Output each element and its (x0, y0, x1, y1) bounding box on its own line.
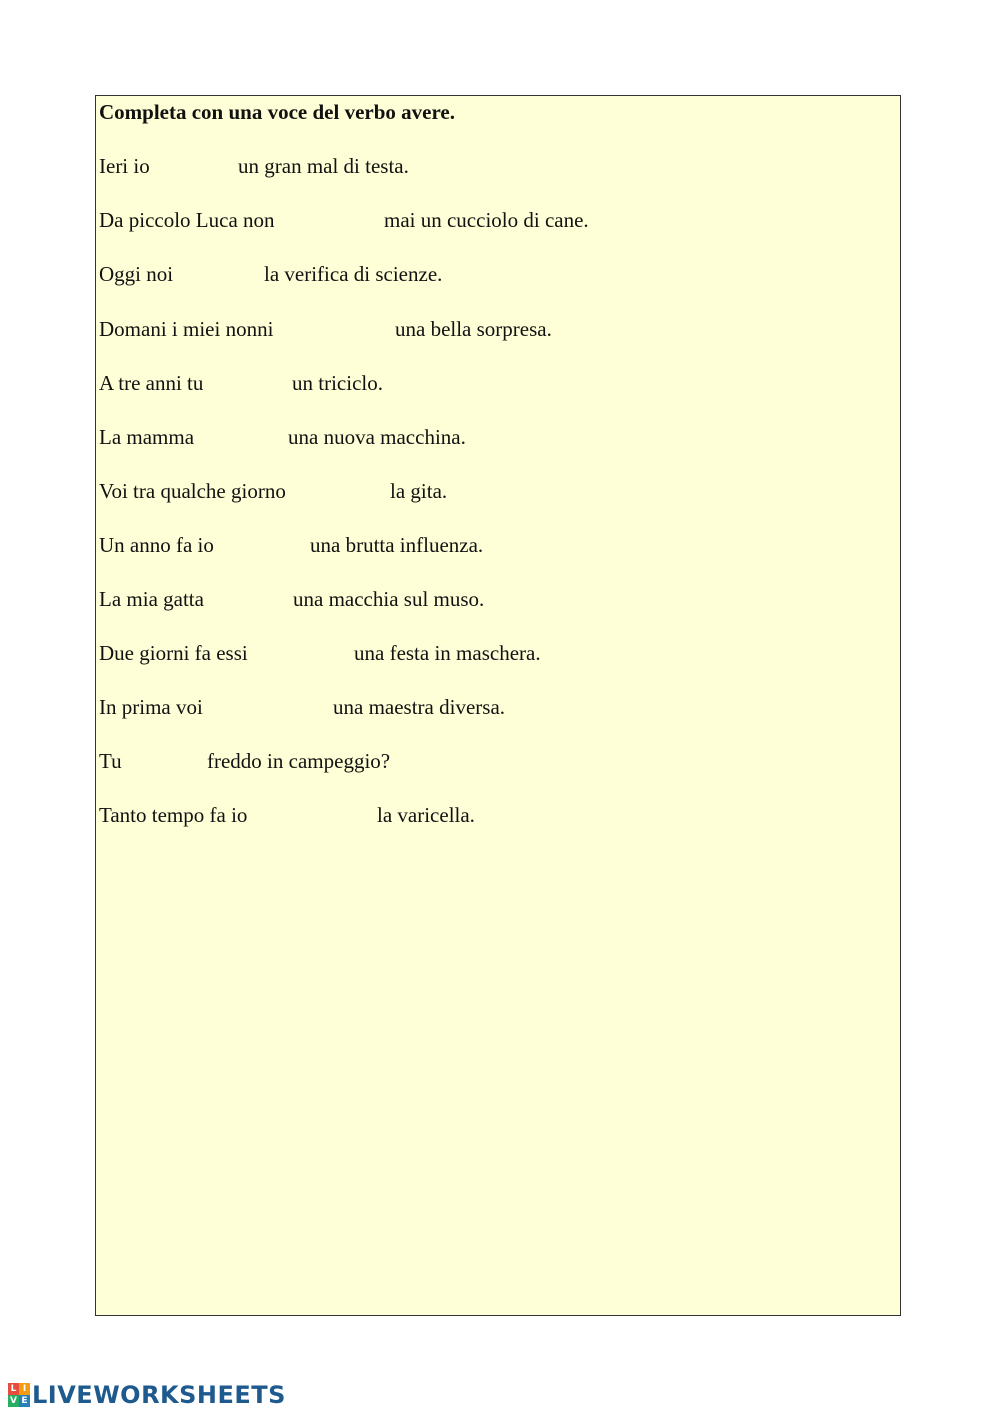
sentence-before: Tanto tempo fa io (99, 803, 248, 827)
answer-blank[interactable] (313, 479, 385, 503)
answer-blank[interactable] (301, 208, 379, 232)
sentence-after: una bella sorpresa. (395, 317, 552, 341)
answer-blank[interactable] (221, 695, 329, 719)
logo-blocks-icon (8, 1383, 30, 1407)
sentence-before: Tu (99, 749, 122, 773)
sentence-after: freddo in campeggio? (207, 749, 391, 773)
answer-blank[interactable] (233, 533, 307, 557)
liveworksheets-logo (8, 1381, 286, 1409)
sentence-after: un triciclo. (292, 371, 383, 395)
sentence-after: mai un cucciolo di cane. (384, 208, 589, 232)
answer-blank[interactable] (300, 317, 390, 341)
answer-blank[interactable] (211, 425, 285, 449)
sentence-after: la varicella. (377, 803, 475, 827)
sentence-after: una macchia sul muso. (293, 587, 485, 611)
sentence-before: Due giorni fa essi (99, 641, 248, 665)
sentence-after: un gran mal di testa. (238, 154, 409, 178)
sentence-before: Ieri io (99, 154, 150, 178)
sentence-before: Da piccolo Luca non (99, 208, 275, 232)
logo-block: E (19, 1395, 30, 1407)
logo-block: I (19, 1383, 30, 1395)
answer-blank[interactable] (221, 587, 291, 611)
worksheet-panel (95, 95, 901, 1316)
answer-blank[interactable] (271, 803, 371, 827)
sentence-before: Un anno fa io (99, 533, 214, 557)
sentence-before: Domani i miei nonni (99, 317, 274, 341)
sentence-before: A tre anni tu (99, 371, 204, 395)
sentence-after: la verifica di scienze. (264, 262, 443, 286)
answer-blank[interactable] (129, 749, 203, 773)
logo-block: L (8, 1383, 19, 1395)
sentence-before: La mamma (99, 425, 195, 449)
sentence-before: In prima voi (99, 695, 203, 719)
answer-blank[interactable] (163, 154, 235, 178)
answer-blank[interactable] (271, 641, 349, 665)
sentence-before: La mia gatta (99, 587, 204, 611)
sentence-after: una nuova macchina. (288, 425, 466, 449)
instruction-title: Completa con una voce del verbo avere. (99, 100, 455, 124)
answer-blank[interactable] (187, 262, 261, 286)
sentence-before: Voi tra qualche giorno (99, 479, 286, 503)
sentence-before: Oggi noi (99, 262, 174, 286)
sentence-after: una brutta influenza. (310, 533, 484, 557)
answer-blank[interactable] (221, 371, 287, 395)
sentence-after: una maestra diversa. (333, 695, 506, 719)
brand-text: LIVEWORKSHEETS (32, 1381, 286, 1409)
sentence-after: la gita. (390, 479, 448, 503)
sentence-after: una festa in maschera. (354, 641, 541, 665)
logo-block: V (8, 1395, 19, 1407)
